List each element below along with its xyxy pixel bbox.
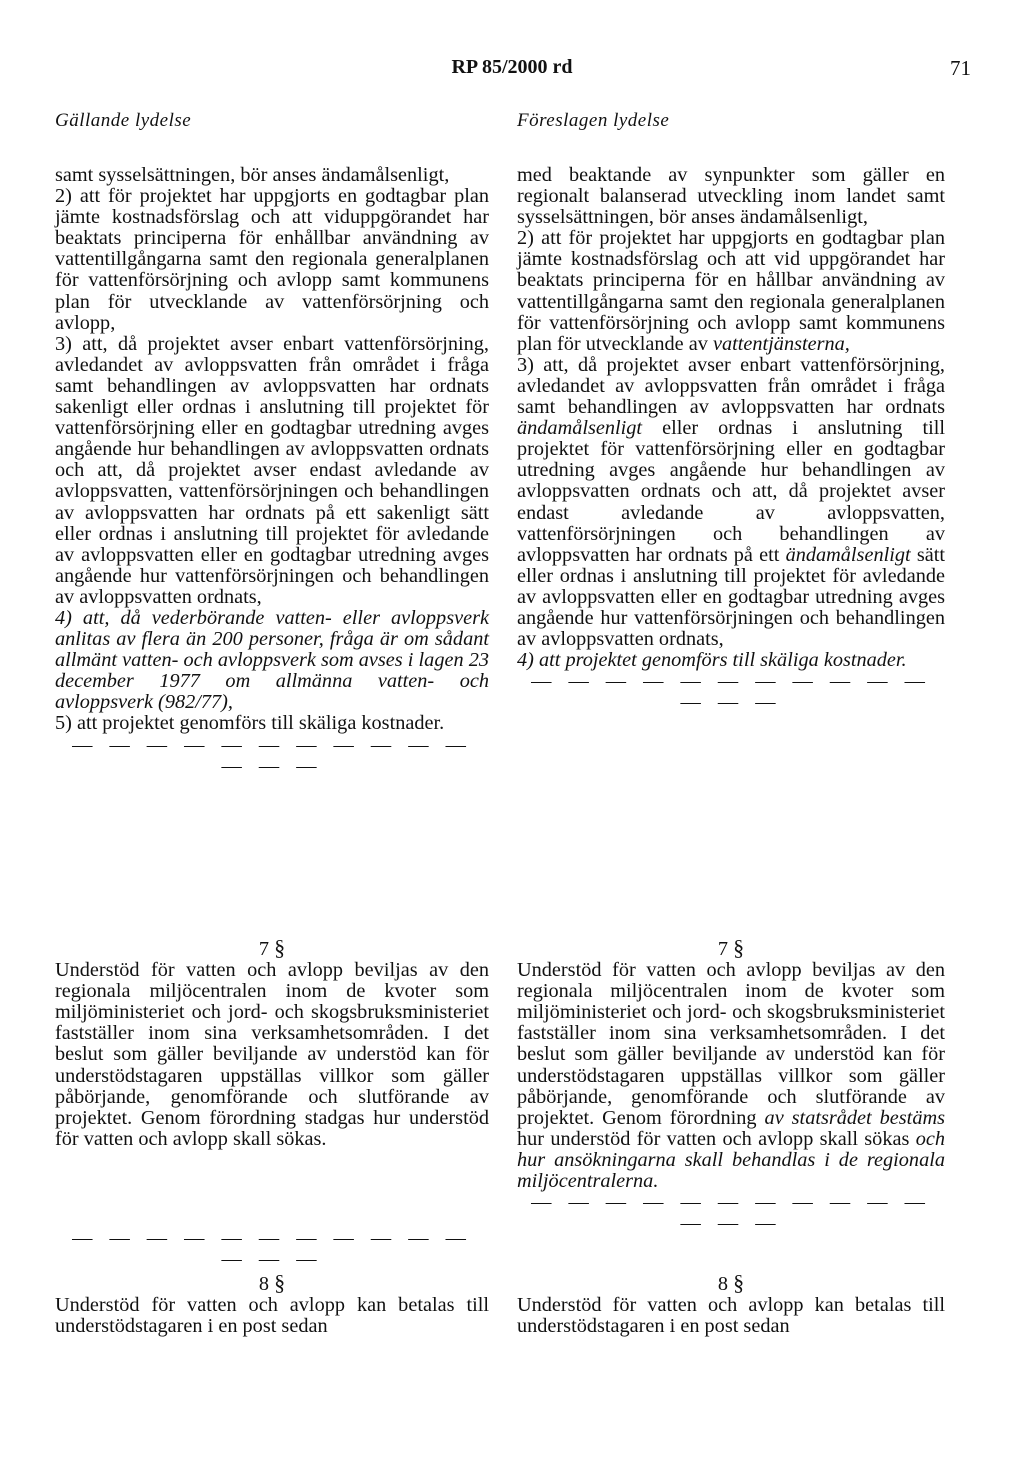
left-omission-block-2	[55, 1228, 489, 1270]
page-number: 71	[950, 56, 971, 80]
document-header: RP 85/2000 rd	[451, 56, 573, 78]
right-section-7-number: 7	[717, 938, 729, 960]
left-item-2: 2) att för projektet har uppgjorts en godtagbar plan jämte kostnadsförslag och att viduppgörandet har beaktats principerna för enhållbar användning av vattentillgångarna samt den regionala generalplanen för vattenförsörjning och avlopp samt kommunens plan för utvecklande av vattenförsörjning och avlopp,	[55, 185, 489, 334]
section-sign-icon: §	[274, 935, 286, 960]
left-section-7	[55, 937, 489, 1150]
left-column-heading: Gällande lydelse	[55, 110, 192, 131]
right-item-2-amended: vattentjänsterna,	[712, 332, 850, 355]
right-item-3-amended-1: ändamålsenligt	[517, 417, 643, 440]
left-omission-dashes-1: — — — — — — — — — — — — — —	[72, 733, 472, 777]
right-column-heading: Föreslagen lydelse	[517, 110, 670, 131]
left-column-main	[55, 165, 489, 777]
left-section-7-number: 7	[258, 938, 270, 960]
left-section-8-number: 8	[258, 1273, 270, 1295]
section-sign-icon: §	[274, 1270, 286, 1295]
right-section-8	[517, 1272, 945, 1337]
left-item-3: 3) att, då projektet avser enbart vattenförsörjning, avledandet av avloppsvatten från området i fråga samt behandlingen av avloppsvatten har ordnats sakenligt eller ordnas i anslutning till projektet för vattenförsörjning eller en godtagbar utredning avges angående hur behandlingen av avloppsvatten ordnats och att, då projektet avser endast avledande av avloppsvatten, vattenförsörjningen och behandlingen av avloppsvatten har ordnats på ett sakenligt sätt eller ordnas i anslutning till projektet för avledande av avloppsvatten eller en godtagbar utredning avges angående hur vattenförsörjningen och behandlingen av avloppsvatten ordnats,	[55, 332, 489, 608]
right-omission-dashes-1: — — — — — — — — — — — — — —	[531, 670, 931, 714]
section-sign-icon: §	[733, 935, 745, 960]
left-omission-dashes-2: — — — — — — — — — — — — — —	[72, 1227, 472, 1271]
left-section-7-text: Understöd för vatten och avlopp beviljas av den regionala miljöcentralen inom de kvoter som miljöministeriet och jord- och skogsbruksministeriet fastställer inom sina verksamhetsområden. I det beslut som gäller beviljande av understöd kan för understödstagaren uppställas villkor som gäller påbörjande, genomförande och slutförande av projektet. Genom förordning stadgas hur understöd för vatten och avlopp skall sökas.	[55, 959, 489, 1150]
left-intro-text: samt sysselsättningen, bör anses ändamålsenligt,	[55, 164, 450, 186]
right-item-3: 3) att, då projektet avser enbart vattenförsörjning, avledandet av avloppsvatten från området i fråga samt behandlingen av avloppsvatten har ordnats ändamålsenligt eller ordnas i anslutning till projektet för vattenförsörjning eller en godtagbar utredning avges angående hur behandlingen av avloppsvatten ordnats och att, då projektet avser endast avledande av avloppsvatten, vattenförsörjningen och behandlingen av avloppsvatten har ordnats på ett ändamålsenligt sätt eller ordnas i anslutning till projektet för avledande av avloppsvatten eller en godtagbar utredning avges angående hur vattenförsörjningen och behandlingen av avloppsvatten ordnats,	[517, 353, 945, 651]
left-item-5: 5) att projektet genomförs till skäliga kostnader.	[55, 712, 445, 735]
right-section-8-text: Understöd för vatten och avlopp kan betalas till understödstagaren i en post sedan	[517, 1294, 945, 1338]
right-section-7	[517, 937, 945, 1234]
right-item-3-amended-2: ändamålsenligt	[785, 543, 911, 566]
right-section-7-amended-2: och hur ansökningarna skall behandlas i de regionala miljöcentralerna.	[517, 1127, 945, 1193]
right-item-2: 2) att för projektet har uppgjorts en godtagbar plan jämte kostnadsförslag och att vid uppgörandet har beaktats principerna för en hållbar användning av vattentillgångarna samt den regionala generalplanen för vattenförsörjning och avlopp samt kommunens plan för utvecklande av vattentjänsterna,	[517, 227, 945, 355]
left-item-4: 4) att, då vederbörande vatten- eller avloppsverk anlitas av flera än 200 personer, fråga är om sådant allmänt vatten- och avloppsverk som avses i lagen 23 december 1977 om allmänna vatten- och avloppsverk (982/77),	[55, 606, 489, 714]
right-omission-dashes-2: — — — — — — — — — — — — — —	[531, 1191, 931, 1235]
right-intro-text: med beaktande av synpunkter som gäller en regionalt balanserad utveckling inom landet samt sysselsättningen, bör anses ändamålsenligt,	[517, 164, 945, 229]
right-item-4: 4) att projektet genomförs till skäliga kostnader.	[517, 649, 907, 672]
left-section-8-text: Understöd för vatten och avlopp kan betalas till understödstagaren i en post sedan	[55, 1294, 489, 1338]
right-column-main	[517, 165, 945, 713]
right-section-7-text: Understöd för vatten och avlopp beviljas av den regionala miljöcentralen inom de kvoter som miljöministeriet och jord- och skogsbruksministeriet fastställer inom sina verksamhetsområden. I det beslut som gäller beviljande av understöd kan för understödstagaren uppställas villkor som gäller påbörjande, genomförande och slutförande av projektet. Genom förordning av statsrådet bestäms hur understöd för vatten och avlopp skall sökas och hur ansökningarna skall behandlas i de regionala miljöcentralerna.	[517, 959, 945, 1193]
section-sign-icon: §	[733, 1270, 745, 1295]
left-section-8	[55, 1272, 489, 1337]
right-section-7-amended-1: av statsrådet bestäms	[764, 1106, 945, 1129]
right-section-8-number: 8	[717, 1273, 729, 1295]
